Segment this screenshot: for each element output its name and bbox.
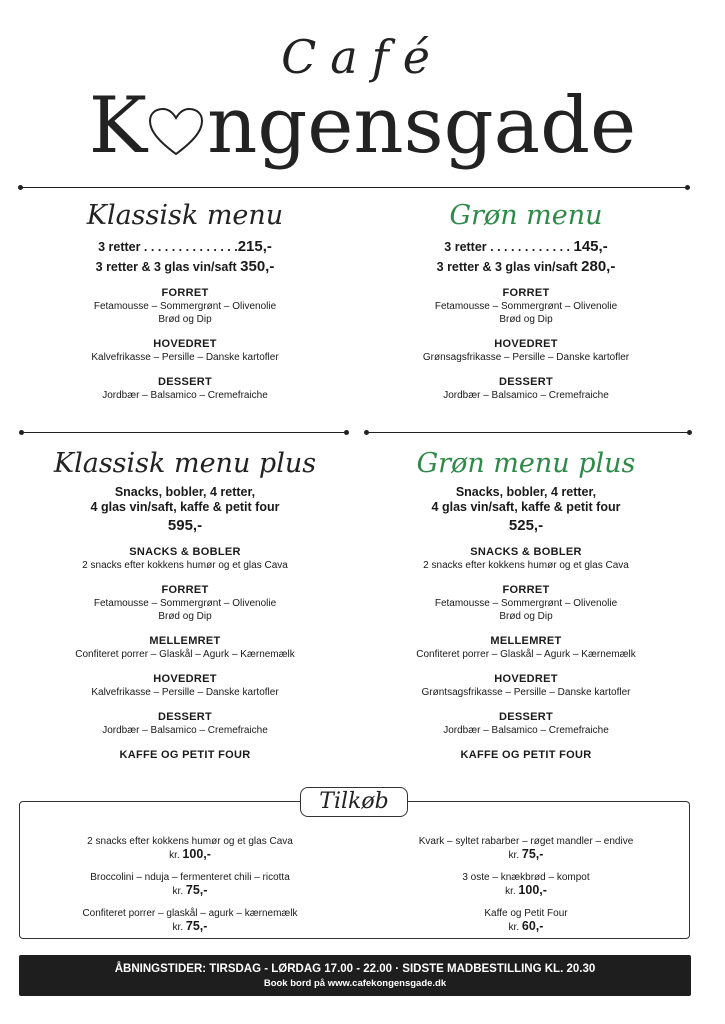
- section-heading: FORRET: [502, 287, 550, 299]
- dish-line: Jordbær – Balsamico – Cremefraiche: [102, 725, 268, 736]
- addon-item: [30, 907, 350, 934]
- addon-price: [362, 884, 690, 898]
- gron-price-1: [360, 237, 692, 257]
- section-heading: MELLEMRET: [149, 635, 221, 647]
- addon-desc: Kaffe og Petit Four: [484, 908, 568, 919]
- price-value: 100,-: [518, 883, 547, 897]
- dish-line: 2 snacks efter kokkens humør og et glas Cava: [82, 560, 288, 571]
- closing-line: KAFFE OG PETIT FOUR: [119, 749, 251, 761]
- booking-link[interactable]: Book bord på www.cafekongensgade.dk: [263, 978, 447, 989]
- addon-desc: Confiteret porrer – glaskål – agurk – kærnemælk: [82, 908, 298, 919]
- price-value: 280,-: [581, 258, 616, 275]
- addon-desc: Broccolini – nduja – fermenteret chili – ricotta: [90, 872, 290, 883]
- section-heading: HOVEDRET: [153, 673, 217, 685]
- dish-line: Jordbær – Balsamico – Cremefraiche: [102, 390, 268, 401]
- addon-desc: Kvark – syltet rabarber – røget mandler – endive: [418, 836, 634, 847]
- price-label: 3 retter & 3 glas vin/saft: [95, 260, 237, 274]
- section-heading: DESSERT: [498, 711, 554, 723]
- dish-line: Confiteret porrer – Glaskål – Agurk – Kærnemælk: [75, 649, 295, 660]
- intro-line: Snacks, bobler, 4 retter,: [455, 485, 597, 499]
- opening-hours: ÅBNINGSTIDER: TIRSDAG - LØRDAG 17.00 - 22.00 · SIDSTE MADBESTILLING KL. 20.30: [114, 963, 596, 975]
- addon-price: [362, 848, 690, 862]
- intro-line: 4 glas vin/saft, kaffe & petit four: [431, 500, 621, 514]
- klassisk-title: Klassisk menu: [86, 200, 284, 231]
- dish-line: Brød og Dip: [158, 611, 212, 622]
- gron-price-2: [360, 257, 692, 277]
- footer-bar: [19, 955, 691, 996]
- addon-item: [30, 835, 350, 862]
- gron-plus-menu: [360, 448, 692, 762]
- divider: [21, 187, 687, 188]
- gron-plus-title: Grøn menu plus: [416, 448, 636, 479]
- dish-line: Fetamousse – Sommergrønt – Olivenolie: [434, 598, 618, 609]
- klassisk-plus-menu: [20, 448, 350, 762]
- section-heading: DESSERT: [157, 711, 213, 723]
- dish-line: Jordbær – Balsamico – Cremefraiche: [443, 390, 609, 401]
- menu-price: 525,-: [508, 517, 544, 534]
- price-value: 100,-: [182, 847, 211, 861]
- section-heading: DESSERT: [498, 376, 554, 388]
- intro-line: 4 glas vin/saft, kaffe & petit four: [90, 500, 280, 514]
- closing-line: KAFFE OG PETIT FOUR: [460, 749, 592, 761]
- dish-line: Jordbær – Balsamico – Cremefraiche: [443, 725, 609, 736]
- currency-label: kr.: [172, 886, 184, 897]
- currency-label: kr.: [169, 850, 180, 861]
- price-value: 60,-: [521, 919, 544, 933]
- section-heading: SNACKS & BOBLER: [129, 546, 241, 558]
- dish-line: Kalvefrikasse – Persille – Danske kartofler: [91, 352, 279, 363]
- addon-item: [362, 907, 690, 934]
- dish-line: Confiteret porrer – Glaskål – Agurk – Kærnemælk: [416, 649, 636, 660]
- price-value: 215,-: [237, 238, 272, 255]
- gron-menu: [360, 200, 692, 402]
- heart-icon: [147, 82, 205, 182]
- klassisk-price-2: [20, 257, 350, 277]
- divider: [367, 432, 689, 433]
- addon-desc: 3 oste – knækbrød – kompot: [462, 872, 590, 883]
- section-heading: MELLEMRET: [490, 635, 562, 647]
- intro-line: Snacks, bobler, 4 retter,: [114, 485, 256, 499]
- dish-line: Brød og Dip: [158, 314, 212, 325]
- brand-prefix: K: [88, 81, 148, 171]
- addon-desc: 2 snacks efter kokkens humør og et glas Cava: [87, 836, 293, 847]
- addon-price: [30, 884, 350, 898]
- price-label: 3 retter & 3 glas vin/saft: [436, 260, 578, 274]
- klassisk-price-1: [20, 237, 350, 257]
- menu-price: 595,-: [167, 517, 203, 534]
- price-value: 145,-: [573, 238, 608, 255]
- section-heading: HOVEDRET: [494, 338, 558, 350]
- section-heading: FORRET: [161, 287, 209, 299]
- dish-line: 2 snacks efter kokkens humør og et glas Cava: [423, 560, 629, 571]
- dish-line: Grønsagsfrikasse – Persille – Danske kartofler: [422, 352, 630, 363]
- section-heading: FORRET: [502, 584, 550, 596]
- section-heading: FORRET: [161, 584, 209, 596]
- brand-suffix: ngensgade: [207, 81, 637, 171]
- currency-label: kr.: [505, 886, 516, 897]
- price-label: 3 retter . . . . . . . . . . . . . .: [98, 240, 238, 254]
- section-heading: DESSERT: [157, 376, 213, 388]
- price-value: 350,-: [240, 258, 275, 275]
- gron-title: Grøn menu: [449, 200, 603, 231]
- section-heading: HOVEDRET: [153, 338, 217, 350]
- currency-label: kr.: [508, 850, 520, 861]
- addon-price: [362, 920, 690, 934]
- klassisk-plus-title: Klassisk menu plus: [53, 448, 317, 479]
- price-label: 3 retter . . . . . . . . . . . .: [444, 240, 571, 254]
- klassisk-menu: [20, 200, 350, 402]
- addon-item: [362, 835, 690, 862]
- section-heading: HOVEDRET: [494, 673, 558, 685]
- addon-item: [30, 871, 350, 898]
- addon-price: [30, 920, 350, 934]
- dish-line: Fetamousse – Sommergrønt – Olivenolie: [93, 598, 277, 609]
- divider: [22, 432, 346, 433]
- dish-line: Kalvefrikasse – Persille – Danske kartofler: [91, 687, 279, 698]
- currency-label: kr.: [508, 922, 520, 933]
- addon-price: [30, 848, 350, 862]
- brand-title: [0, 76, 725, 182]
- cafe-heading: Café: [281, 30, 444, 84]
- price-value: 75,-: [185, 919, 208, 933]
- dish-line: Fetamousse – Sommergrønt – Olivenolie: [434, 301, 618, 312]
- dish-line: Fetamousse – Sommergrønt – Olivenolie: [93, 301, 277, 312]
- currency-label: kr.: [172, 922, 184, 933]
- dish-line: Brød og Dip: [499, 314, 553, 325]
- price-value: 75,-: [185, 883, 208, 897]
- dish-line: Grøntsagsfrikasse – Persille – Danske kartofler: [421, 687, 631, 698]
- dish-line: Brød og Dip: [499, 611, 553, 622]
- price-value: 75,-: [521, 847, 544, 861]
- tilkob-title: Tilkøb: [300, 787, 408, 817]
- addon-item: [362, 871, 690, 898]
- section-heading: SNACKS & BOBLER: [470, 546, 582, 558]
